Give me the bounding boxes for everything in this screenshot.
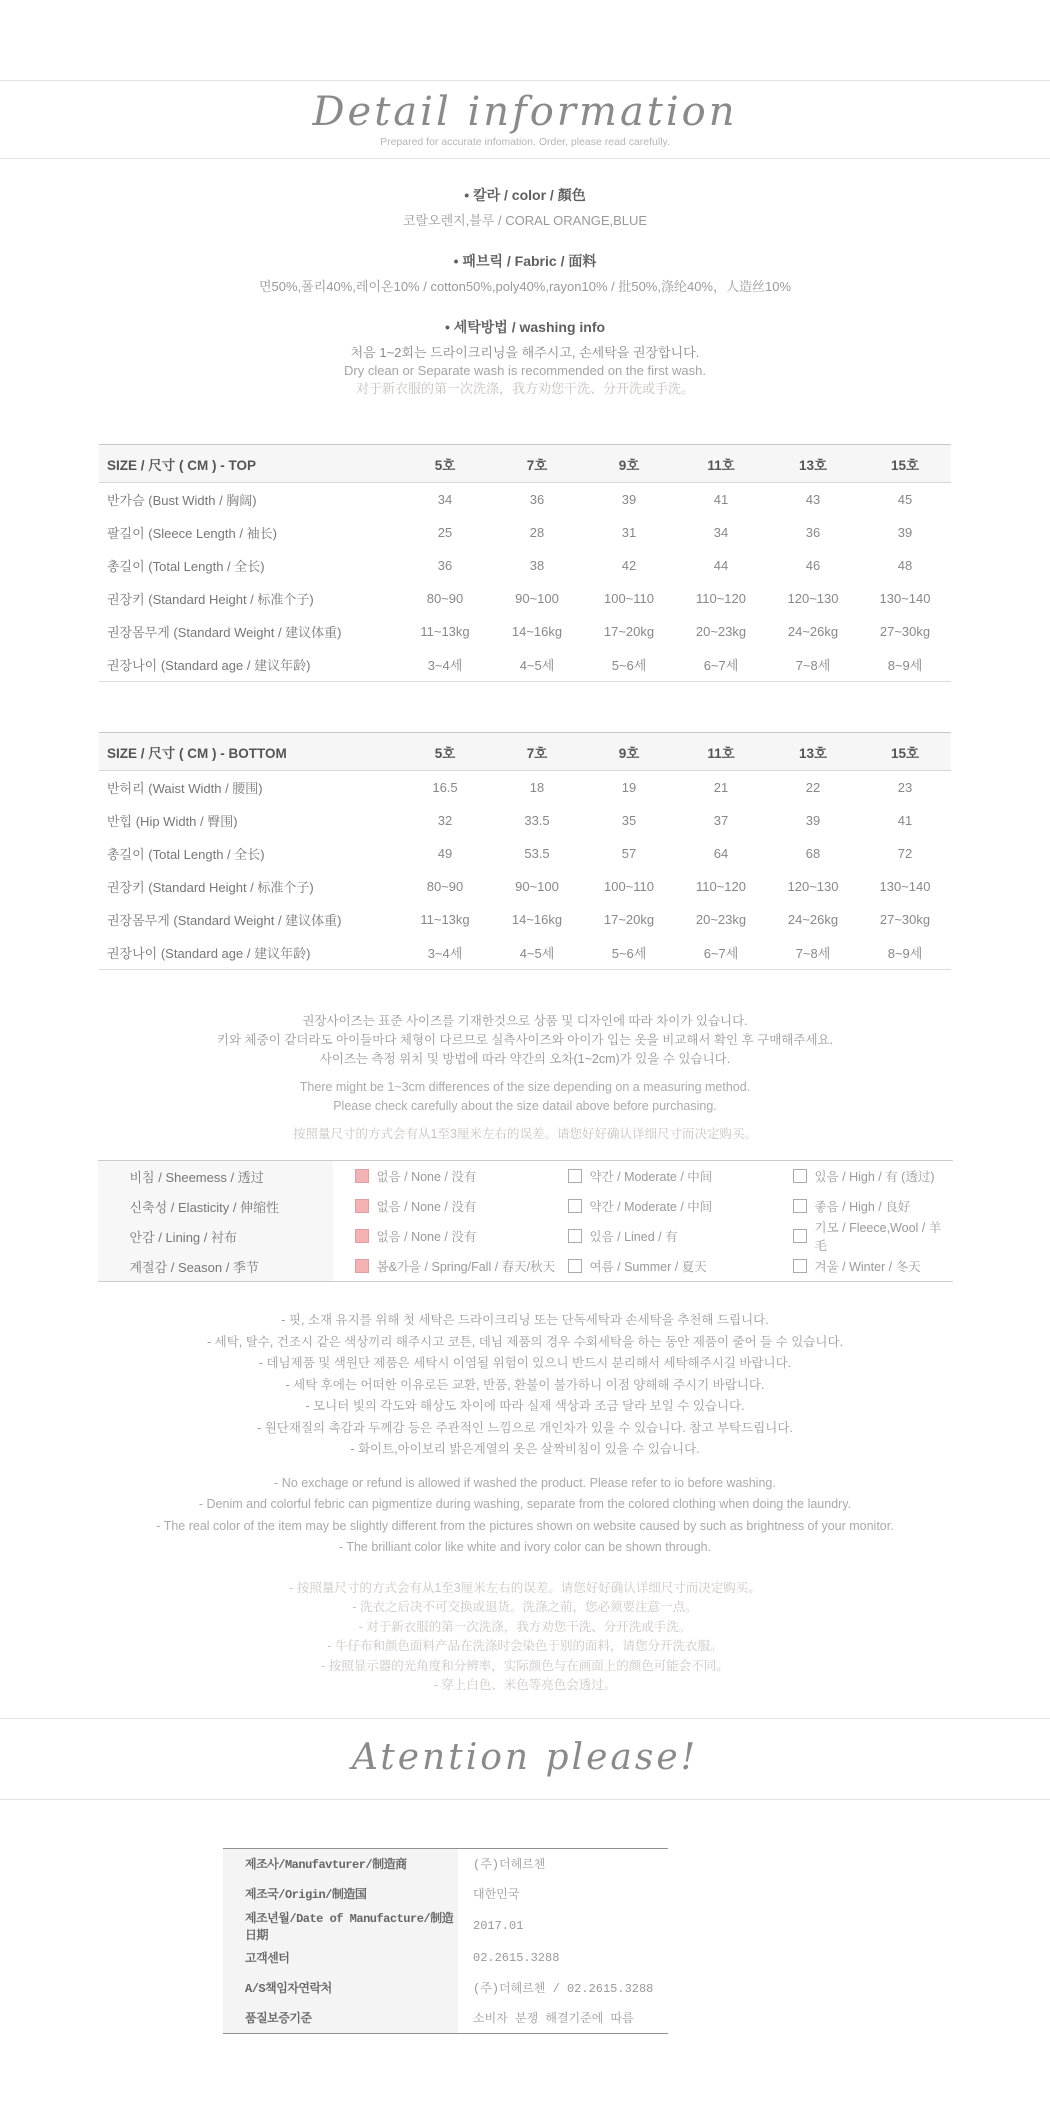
checkbox-icon: [793, 1259, 807, 1273]
size-note-en: Please check carefully about the size datail above before purchasing.: [333, 1099, 717, 1113]
attention-title: Atention please!: [351, 1736, 699, 1778]
size-value: 27~30kg: [879, 624, 931, 639]
size-value: 8~9세: [887, 946, 923, 961]
manufacturer-row: [223, 1973, 668, 2003]
care-notes-en: [0, 1473, 1050, 1559]
page-subtitle: Prepared for accurate infomation. Order, please read carefully.: [380, 136, 670, 148]
size-value: 24~26kg: [787, 912, 839, 927]
size-value: 20~23kg: [695, 912, 747, 927]
attribute-option: [333, 1251, 568, 1281]
size-value: 14~16kg: [511, 912, 563, 927]
care-ko-line: - 세탁, 탈수, 건조시 같은 색상끼리 해주시고 코튼, 데님 제품의 경우 수회세탁을 하는 동안 제품이 줄어 들 수 있습니다.: [206, 1334, 844, 1349]
size-value: 72: [897, 846, 913, 861]
size-notes: [0, 1012, 1050, 1144]
size-column-header: 5호: [399, 733, 491, 771]
manufacturer-row: [223, 1849, 668, 1879]
washing-line-en: Dry clean or Separate wash is recommended on the first wash.: [343, 363, 706, 378]
care-en-line: - The real color of the item may be slightly different from the pictures shown on website caused by such as brightness of your monitor.: [156, 1518, 894, 1533]
size-value: 11~13kg: [420, 912, 470, 927]
manufacturer-label: 제조사/Manufavturer/制造商: [223, 1849, 458, 1879]
size-value: 57: [621, 846, 637, 861]
checkbox-icon: [355, 1259, 369, 1273]
size-value: 64: [713, 846, 729, 861]
manufacturer-label: A/S책임자연락처: [223, 1973, 458, 2003]
attribute-option-label: 좋음 / High / 良好: [814, 1200, 911, 1214]
care-ko-line: - 세탁 후에는 어떠한 이유로든 교환, 반품, 환불이 불가하니 이점 양해해 주시기 바랍니다.: [285, 1377, 765, 1392]
size-table-bottom-header-row: [99, 733, 951, 771]
care-zh-line: - 按照显示器的光角度和分辨率，实际颜色与在画面上的颜色可能会不同。: [321, 1658, 729, 1673]
table-row: [99, 615, 951, 648]
size-table-top: [99, 444, 951, 682]
row-label: 반가슴 (Bust Width / 胸阔): [107, 493, 257, 508]
size-value: 6~7세: [703, 658, 739, 673]
table-row: [99, 804, 951, 837]
size-note-ko: 키와 체중이 같더라도 아이들마다 체형이 다르므로 실측사이즈와 아이가 입는 옷을 비교해서 확인 후 구매해주세요.: [216, 1033, 834, 1047]
table-row: [99, 582, 951, 615]
care-zh-line: - 牛仔布和颜色面料产品在洗涤时会染色于别的面料，请您分开洗衣服。: [327, 1639, 723, 1653]
checkbox-icon: [568, 1199, 582, 1213]
attribute-table: [98, 1160, 953, 1282]
attribute-label: 신축성 / Elasticity / 伸缩性: [98, 1191, 333, 1221]
table-row: [99, 903, 951, 936]
attribute-option-label: 겨울 / Winter / 冬天: [814, 1260, 921, 1274]
size-value: 41: [713, 492, 729, 507]
size-value: 18: [529, 780, 545, 795]
size-value: 68: [805, 846, 821, 861]
size-value: 48: [897, 558, 913, 573]
row-label: 권장키 (Standard Height / 标准个子): [107, 880, 314, 895]
attribute-option-label: 약간 / Moderate / 中间: [589, 1200, 713, 1214]
row-label: 총길이 (Total Length / 全长): [107, 559, 265, 574]
attribute-option: [793, 1251, 953, 1281]
attribute-option: [568, 1161, 793, 1191]
attribute-option: [568, 1221, 793, 1251]
checkbox-icon: [568, 1259, 582, 1273]
attribute-option-label: 없음 / None / 没有: [376, 1230, 477, 1244]
size-value: 43: [805, 492, 821, 507]
manufacturer-row: [223, 1879, 668, 1909]
care-ko-line: - 모니터 빛의 각도와 해상도 차이에 따라 실제 색상과 조금 달라 보일 수 있습니다.: [305, 1399, 745, 1413]
care-ko-line: - 핏, 소재 유지를 위해 첫 세탁은 드라이크리닝 또는 단독세탁과 손세탁을 추천해 드립니다.: [281, 1313, 769, 1327]
size-value: 33.5: [524, 813, 550, 828]
care-en-line: - Denim and colorful febric can pigmentize during washing, separate from the colored clothing when doing the laundry.: [198, 1497, 852, 1511]
size-value: 32: [437, 813, 453, 828]
size-value: 14~16kg: [511, 624, 563, 639]
size-value: 37: [713, 813, 729, 828]
size-value: 36: [805, 525, 821, 540]
care-notes-zh: [0, 1579, 1050, 1696]
fabric-section-title: • 패브릭 / Fabric / 面料: [453, 253, 597, 269]
attribute-option-label: 없음 / None / 没有: [376, 1200, 477, 1214]
manufacturer-label: 제조년월/Date of Manufacture/制造日期: [223, 1909, 458, 1943]
size-table-top-title: SIZE / 尺寸 ( CM ) - TOP: [99, 445, 399, 483]
color-value: 코랄오렌지,블루 / CORAL ORANGE,BLUE: [402, 213, 648, 228]
attribute-option-label: 있음 / Lined / 有: [589, 1230, 678, 1244]
row-label: 권장나이 (Standard age / 建议年龄): [107, 946, 311, 961]
size-value: 46: [805, 558, 821, 573]
size-column-header: 9호: [583, 445, 675, 483]
row-label: 반힙 (Hip Width / 臀围): [107, 814, 238, 829]
attribute-label: 비침 / Sheemess / 透过: [98, 1161, 333, 1191]
size-value: 25: [437, 525, 453, 540]
checkbox-icon: [355, 1169, 369, 1183]
attribute-option: [568, 1191, 793, 1221]
size-value: 90~100: [515, 591, 559, 606]
size-value: 5~6세: [611, 946, 647, 961]
manufacturer-table: [223, 1848, 668, 2034]
size-value: 16.5: [432, 780, 458, 795]
size-note-zh: 按照量尺寸的方式会有从1至3厘米左右的误差。请您好好确认详细尺寸而决定购买。: [293, 1127, 757, 1141]
size-column-header: 15호: [859, 445, 951, 483]
checkbox-icon: [568, 1169, 582, 1183]
size-value: 100~110: [603, 879, 654, 894]
table-row: [99, 870, 951, 903]
color-section: [0, 185, 1050, 229]
care-notes-ko: [0, 1310, 1050, 1461]
size-value: 36: [529, 492, 545, 507]
size-value: 35: [621, 813, 637, 828]
size-table-top-header-row: [99, 445, 951, 483]
size-value: 3~4세: [427, 658, 463, 673]
size-value: 28: [529, 525, 545, 540]
attribute-option-label: 있음 / High / 有 (透过): [814, 1170, 935, 1184]
checkbox-icon: [355, 1199, 369, 1213]
row-label: 권장나이 (Standard age / 建议年龄): [107, 658, 311, 673]
fabric-section: [0, 251, 1050, 295]
size-value: 17~20kg: [603, 912, 655, 927]
size-value: 80~90: [426, 879, 464, 894]
size-column-header: 7호: [491, 733, 583, 771]
size-value: 42: [621, 558, 637, 573]
attribute-label: 계절감 / Season / 季节: [98, 1251, 333, 1281]
care-zh-line: - 按照量尺寸的方式会有从1至3厘米左右的误差。请您好好确认详细尺寸而决定购买。: [289, 1580, 761, 1595]
size-value: 120~130: [787, 879, 839, 894]
attribute-label: 안감 / Lining / 衬布: [98, 1221, 333, 1251]
table-row: [99, 483, 951, 517]
manufacturer-label: 고객센터: [223, 1943, 458, 1973]
size-value: 34: [437, 492, 453, 507]
fabric-value: 면50%,폴리40%,레이온10% / cotton50%,poly40%,rayon10% / 批50%,涤纶40%，人造丝10%: [258, 279, 792, 294]
size-value: 41: [897, 813, 913, 828]
size-value: 3~4세: [427, 946, 463, 961]
attribute-option: [333, 1161, 568, 1191]
attention-band: [0, 1718, 1050, 1800]
size-value: 39: [805, 813, 821, 828]
color-section-title: • 칼라 / color / 顏色: [464, 187, 586, 203]
size-value: 4~5세: [519, 946, 555, 961]
size-value: 44: [713, 558, 729, 573]
size-value: 39: [621, 492, 637, 507]
attribute-option-label: 봄&가을 / Spring/Fall / 春天/秋天: [376, 1260, 556, 1274]
attribute-row-sheerness: [98, 1161, 953, 1191]
checkbox-icon: [793, 1229, 807, 1243]
size-value: 20~23kg: [695, 624, 747, 639]
size-column-header: 7호: [491, 445, 583, 483]
size-value: 49: [437, 846, 453, 861]
size-column-header: 9호: [583, 733, 675, 771]
size-value: 130~140: [879, 591, 931, 606]
size-note-ko: 권장사이즈는 표준 사이즈를 기재한것으로 상품 및 디자인에 따라 차이가 있습니다.: [302, 1014, 748, 1028]
size-value: 7~8세: [795, 946, 831, 961]
attribute-option: [793, 1221, 953, 1251]
attribute-option-label: 약간 / Moderate / 中间: [589, 1170, 713, 1184]
bottom-whitespace: [0, 2034, 1050, 2104]
care-ko-line: - 데님제품 및 색원단 제품은 세탁시 이염될 위험이 있으니 반드시 분리해서 세탁해주시길 바랍니다.: [258, 1356, 792, 1370]
size-value: 36: [437, 558, 453, 573]
washing-section: [0, 317, 1050, 398]
manufacturer-row: [223, 1909, 668, 1943]
row-label: 권장몸무게 (Standard Weight / 建议体重): [107, 625, 342, 640]
size-value: 120~130: [787, 591, 839, 606]
manufacturer-label: 제조국/Origin/制造国: [223, 1879, 458, 1909]
attribute-option: [793, 1161, 953, 1191]
size-value: 19: [621, 780, 637, 795]
attribute-row-elasticity: [98, 1191, 953, 1221]
size-notes-en: [0, 1078, 1050, 1116]
manufacturer-value: (주)더헤르첸: [473, 1858, 546, 1872]
checkbox-icon: [568, 1229, 582, 1243]
size-value: 45: [897, 492, 913, 507]
size-value: 38: [529, 558, 545, 573]
size-value: 80~90: [426, 591, 464, 606]
checkbox-icon: [793, 1169, 807, 1183]
attribute-option-label: 기모 / Fleece,Wool / 羊毛: [814, 1221, 942, 1253]
row-label: 반허리 (Waist Width / 腰围): [107, 781, 263, 796]
size-value: 31: [621, 525, 637, 540]
manufacturer-row: [223, 2003, 668, 2033]
care-zh-line: - 穿上白色、米色等亮色会透过。: [433, 1678, 617, 1692]
size-value: 34: [713, 525, 729, 540]
attribute-row-lining: [98, 1221, 953, 1251]
row-label: 팔길이 (Sleece Length / 袖长): [107, 526, 277, 541]
manufacturer-value: 02.2615.3288: [473, 1950, 560, 1965]
page-title: Detail information: [312, 89, 738, 135]
size-value: 130~140: [879, 879, 931, 894]
washing-section-title: • 세탁방법 / washing info: [444, 319, 606, 335]
size-column-header: 13호: [767, 733, 859, 771]
attribute-row-season: [98, 1251, 953, 1281]
care-ko-line: - 원단재질의 촉감과 두께감 등은 주관적인 느낌으로 개인차가 있을 수 있습니다. 참고 부탁드립니다.: [257, 1420, 793, 1435]
size-value: 90~100: [515, 879, 559, 894]
care-ko-line: - 화이트,아이보리 밝은계열의 옷은 살짝비침이 있을 수 있습니다.: [350, 1442, 700, 1456]
care-zh-line: - 对于新衣服的第一次洗涤，我方劝您干洗、分开洗或手洗。: [358, 1619, 692, 1634]
manufacturer-value: 2017.01: [473, 1918, 524, 1933]
size-value: 21: [713, 780, 729, 795]
care-en-line: - The brilliant color like white and ivory color can be shown through.: [338, 1540, 712, 1554]
size-value: 110~120: [695, 879, 746, 894]
care-en-line: - No exchage or refund is allowed if washed the product. Please refer to io before washing.: [274, 1475, 776, 1490]
table-row: [99, 936, 951, 970]
table-row: [99, 549, 951, 582]
size-value: 5~6세: [611, 658, 647, 673]
attribute-option-label: 여름 / Summer / 夏天: [589, 1260, 707, 1274]
size-column-header: 11호: [675, 733, 767, 771]
manufacturer-label: 품질보증기준: [223, 2003, 458, 2033]
manufacturer-value: 소비자 분쟁 해결기준에 따름: [473, 2012, 634, 2026]
size-value: 100~110: [603, 591, 654, 606]
size-value: 4~5세: [519, 658, 555, 673]
row-label: 총길이 (Total Length / 全长): [107, 847, 265, 862]
attribute-option: [793, 1191, 953, 1221]
detail-information-band: [0, 80, 1050, 159]
care-zh-line: - 洗衣之后决不可交换或退货。洗涤之前，您必须要注意一点。: [352, 1600, 698, 1614]
size-table-bottom-title: SIZE / 尺寸 ( CM ) - BOTTOM: [99, 733, 399, 771]
washing-line-zh: 对于新衣服的第一次洗涤，我方劝您干洗、分开洗或手洗。: [355, 381, 694, 396]
size-column-header: 13호: [767, 445, 859, 483]
size-value: 17~20kg: [603, 624, 655, 639]
size-column-header: 11호: [675, 445, 767, 483]
size-value: 23: [897, 780, 913, 795]
size-column-header: 5호: [399, 445, 491, 483]
manufacturer-row: [223, 1943, 668, 1973]
size-value: 22: [805, 780, 821, 795]
washing-line-ko: 처음 1~2회는 드라이크리닝을 해주시고, 손세탁을 권장합니다.: [350, 345, 700, 360]
table-row: [99, 837, 951, 870]
attribute-option: [568, 1251, 793, 1281]
size-value: 11~13kg: [420, 624, 470, 639]
top-whitespace: [0, 0, 1050, 80]
size-value: 110~120: [695, 591, 746, 606]
attribute-option: [333, 1221, 568, 1251]
manufacturer-value: (주)더헤르첸 / 02.2615.3288: [473, 1982, 654, 1996]
manufacturer-value: 대한민국: [473, 1888, 520, 1902]
size-value: 8~9세: [887, 658, 923, 673]
size-value: 53.5: [524, 846, 550, 861]
size-value: 7~8세: [795, 658, 831, 673]
table-row: [99, 516, 951, 549]
size-column-header: 15호: [859, 733, 951, 771]
size-value: 24~26kg: [787, 624, 839, 639]
table-row: [99, 648, 951, 682]
size-value: 6~7세: [703, 946, 739, 961]
attribute-option-label: 없음 / None / 没有: [376, 1170, 477, 1184]
size-value: 27~30kg: [879, 912, 931, 927]
attribute-option: [333, 1191, 568, 1221]
checkbox-icon: [793, 1199, 807, 1213]
size-value: 39: [897, 525, 913, 540]
table-row: [99, 771, 951, 805]
checkbox-icon: [355, 1229, 369, 1243]
size-note-ko: 사이즈는 측정 위치 및 방법에 따라 약간의 오차(1~2cm)가 있을 수 있습니다.: [319, 1052, 731, 1066]
size-note-en: There might be 1~3cm differences of the size depending on a measuring method.: [299, 1080, 751, 1094]
size-table-bottom: [99, 732, 951, 970]
row-label: 권장키 (Standard Height / 标准个子): [107, 592, 314, 607]
row-label: 권장몸무게 (Standard Weight / 建议体重): [107, 913, 342, 928]
